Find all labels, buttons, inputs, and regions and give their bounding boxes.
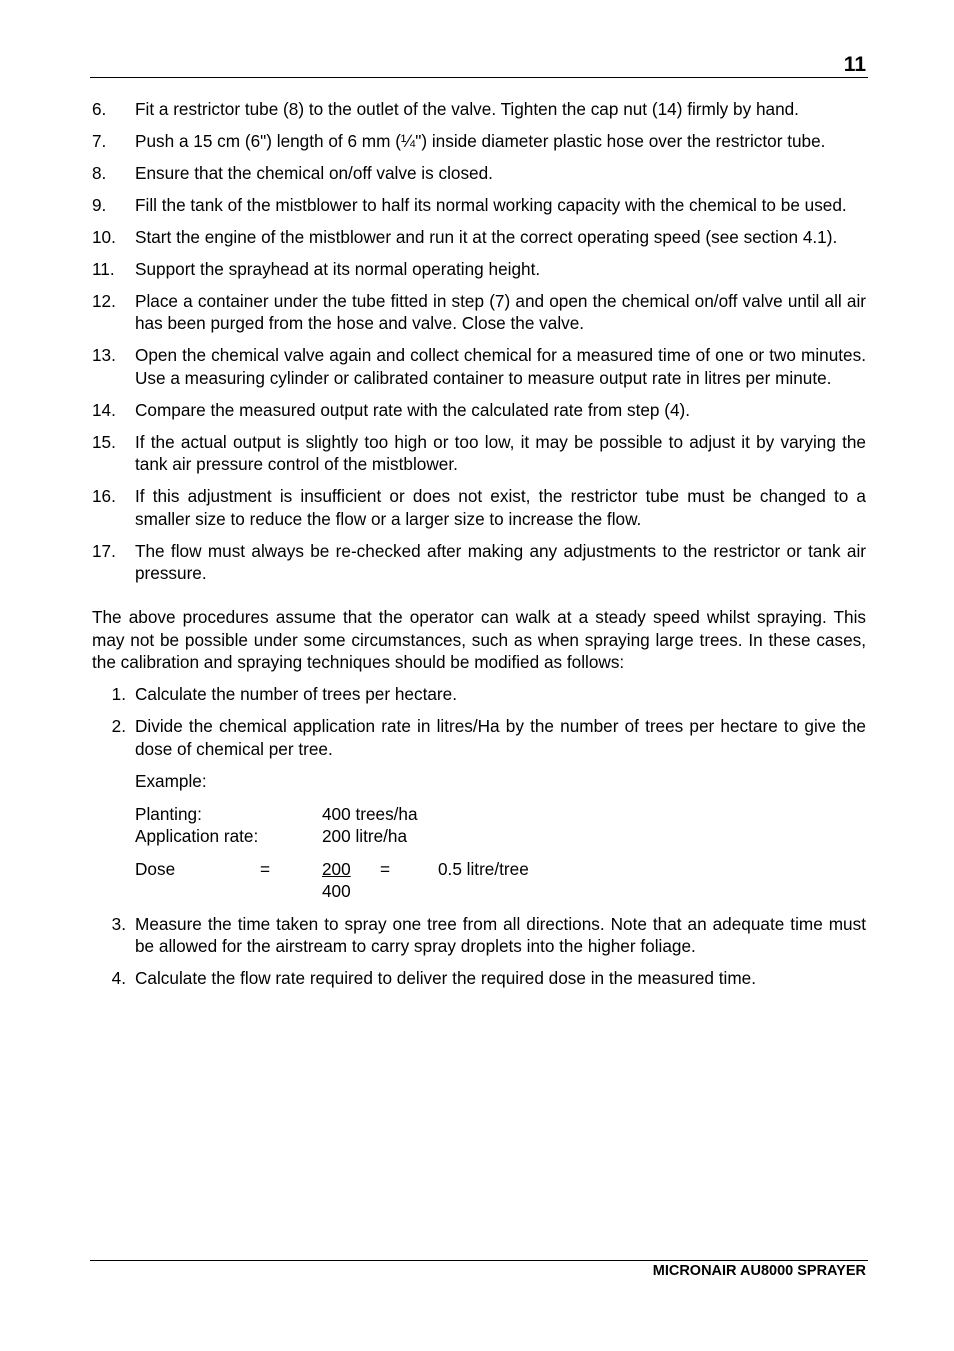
list-item (92, 162, 866, 184)
step-number: 16. (92, 486, 116, 507)
step-text: Measure the time taken to spray one tree from all directions. Note that an adequate time must be allowed for the airstream to carry spray droplets into the higher foliage. (135, 913, 866, 957)
planting-row (135, 803, 866, 825)
document-body (92, 98, 866, 999)
step-text: Fit a restrictor tube (8) to the outlet of the valve. Tighten the cap nut (14) firmly by hand. (135, 99, 799, 119)
step-text: Ensure that the chemical on/off valve is closed. (135, 163, 493, 183)
planting-label: Planting: (135, 804, 202, 825)
step-number: 7. (92, 131, 107, 151)
step-text: Divide the chemical application rate in litres/Ha by the number of trees per hectare to give the dose of chemical per tree. (135, 716, 866, 759)
footer-rule (90, 1260, 868, 1261)
page-number: 11 (843, 53, 866, 76)
step-text: If this adjustment is insufficient or does not exist, the restrictor tube must be changed to a smaller size to reduce the flow or a larger size to increase the flow. (135, 486, 866, 529)
step-text: Calculate the flow rate required to deliver the required dose in the measured time. (135, 968, 756, 989)
example-label: Example: (135, 770, 207, 791)
step-text: Start the engine of the mistblower and run it at the correct operating speed (see section 4.1). (135, 227, 838, 247)
step-text: Compare the measured output rate with the calculated rate from step (4). (135, 399, 691, 420)
step-number: 10. (92, 227, 116, 247)
list-item (92, 194, 866, 216)
rate-label: Application rate: (135, 826, 259, 847)
step-text: If the actual output is slightly too high or too low, it may be possible to adjust it by varying the tank air pressure control of the mistblower. (135, 431, 866, 475)
list-item (92, 683, 866, 705)
list-item (92, 715, 866, 760)
list-item (92, 399, 866, 421)
rate-row (135, 825, 866, 847)
step-text: Fill the tank of the mistblower to half its normal working capacity with the chemical to be used. (135, 195, 847, 215)
list-item (92, 98, 866, 120)
step-number: 8. (92, 163, 107, 183)
planting-value: 400 trees/ha (322, 804, 418, 825)
list-item (92, 226, 866, 248)
list-item (92, 344, 866, 389)
step-number: 6. (92, 99, 107, 119)
list-item (92, 967, 866, 989)
equals-sign: = (260, 858, 271, 879)
dose-result: 0.5 litre/tree (438, 858, 529, 879)
dose-formula (135, 858, 866, 903)
step-number: 2. (111, 716, 126, 737)
list-item (92, 290, 866, 335)
step-number: 12. (92, 291, 116, 311)
step-number: 14. (92, 399, 116, 420)
fraction (322, 858, 380, 903)
list-item (92, 485, 866, 530)
rate-value: 200 litre/ha (322, 826, 408, 847)
step-number: 9. (92, 195, 107, 215)
fraction-denominator: 400 (322, 881, 351, 902)
example-block (92, 770, 866, 903)
step-text: Support the sprayhead at its normal operating height. (135, 259, 541, 279)
fraction-numerator: 200 (322, 858, 351, 879)
step-text: Open the chemical valve again and collect chemical for a measured time of one or two minutes. Use a measuring cylinder or calibrated container to measure output rate in litres per minute. (135, 345, 866, 388)
list-item (92, 130, 866, 152)
step-number: 15. (92, 431, 116, 452)
body-paragraph: The above procedures assume that the operator can walk at a steady speed whilst spraying. This may not be possible under some circumstances, such as when spraying large trees. In these cases, the calibration and spraying techniques should be modified as follows: (92, 607, 866, 673)
step-number: 1. (111, 684, 126, 705)
step-text: Calculate the number of trees per hectare. (135, 684, 457, 705)
equals-sign: = (380, 858, 391, 879)
step-number: 13. (92, 345, 116, 366)
step-number: 11. (92, 259, 115, 279)
list-item (92, 431, 866, 476)
list-item (92, 258, 866, 280)
dose-label: Dose (135, 858, 176, 879)
step-text: The flow must always be re-checked after making any adjustments to the restrictor or tank air pressure. (135, 540, 866, 584)
step-text: Push a 15 cm (6") length of 6 mm (¼") inside diameter plastic hose over the restrictor tube. (135, 131, 826, 151)
step-number: 4. (111, 968, 126, 989)
step-number: 3. (111, 913, 126, 934)
list-item (92, 540, 866, 585)
header-rule (90, 77, 868, 78)
footer-title: MICRONAIR AU8000 SPRAYER (652, 1263, 866, 1279)
step-number: 17. (92, 540, 116, 561)
list-item (92, 913, 866, 958)
step-text: Place a container under the tube fitted in step (7) and open the chemical on/off valve until all air has been purged from the hose and valve. Close the valve. (135, 291, 866, 334)
